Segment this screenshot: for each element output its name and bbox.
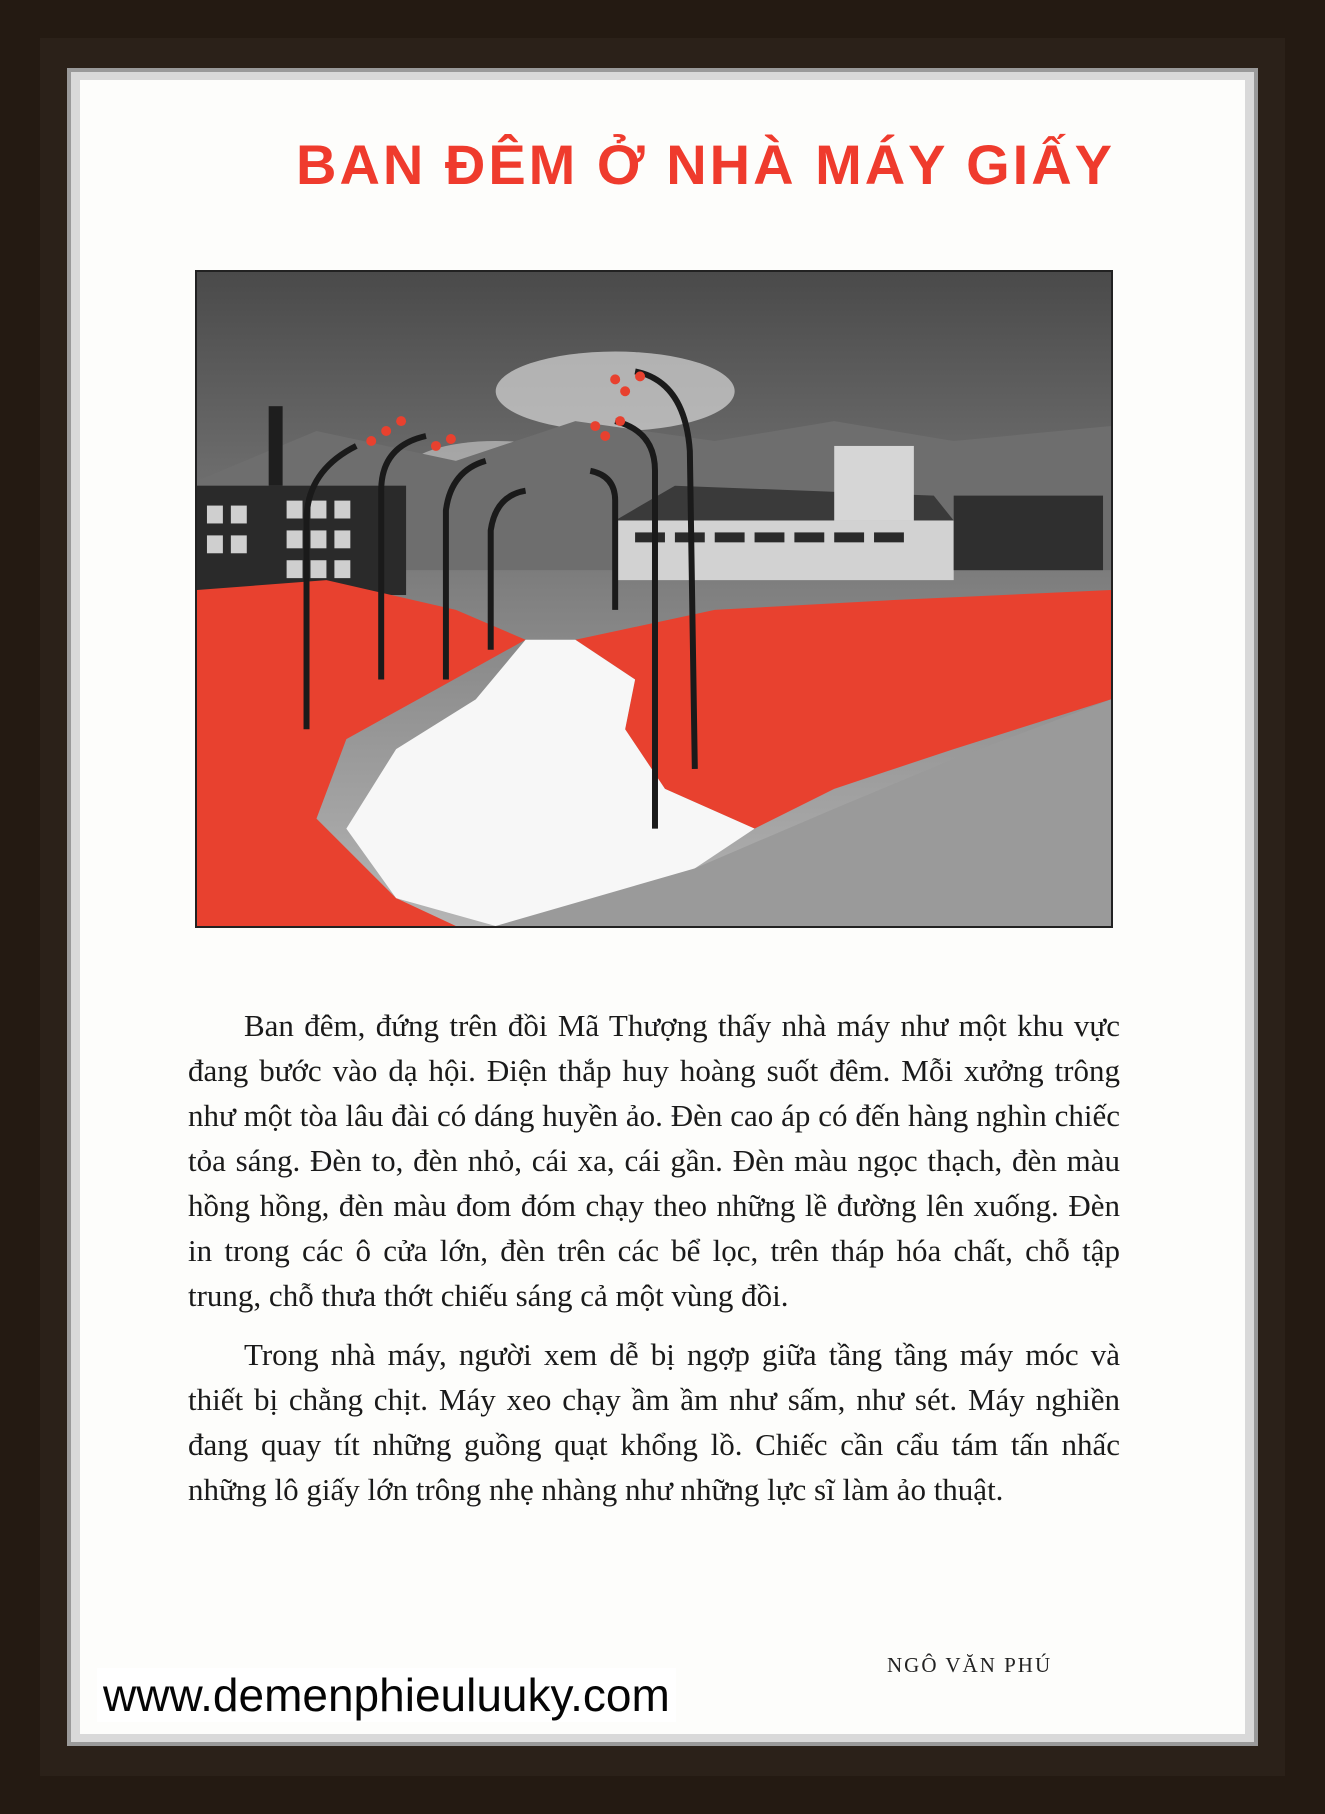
author-name: NGÔ VĂN PHÚ [887, 1653, 1053, 1677]
tower-building [834, 446, 914, 521]
website-watermark: www.demenphieuluuky.com [97, 1668, 676, 1722]
cloud [496, 352, 735, 432]
book-page [80, 80, 1245, 1734]
story-text [188, 1003, 1120, 1526]
far-right-building [954, 496, 1103, 571]
right-hall [615, 520, 954, 580]
paragraph: Ban đêm, đứng trên đồi Mã Thượng thấy nhà máy như một khu vực đang bước vào dạ hội. Điện thắp huy hoàng suốt đêm. Mỗi xưởng trông như một tòa lâu đài có dáng huyền ảo. Đèn cao áp có đến hàng nghìn chiếc tỏa sáng. Đèn to, đèn nhỏ, cái xa, cái gần. Đèn màu ngọc thạch, đèn màu hồng hồng, đèn màu đom đóm chạy theo những lề đường lên xuống. Đèn in trong các ô cửa lớn, đèn trên các bể lọc, trên tháp hóa chất, chỗ tập trung, chỗ thưa thớt chiếu sáng cả một vùng đồi. [188, 1008, 1120, 1313]
paragraph: Trong nhà máy, người xem dễ bị ngợp giữa tầng tầng máy móc và thiết bị chằng chịt. Máy xeo chạy ầm ầm như sấm, như sét. Máy nghiền đang quay tít những guồng quạt khổng lồ. Chiếc cần cẩu tám tấn nhấc những lô giấy lớn trông nhẹ nhàng như những lực sĩ làm ảo thuật. [188, 1337, 1120, 1507]
chimney [269, 406, 283, 486]
factory-night-drawing [197, 272, 1111, 926]
right-hall-windows [635, 532, 904, 542]
page-title: BAN ĐÊM Ở NHÀ MÁY GIẤY [296, 133, 1115, 196]
factory-illustration [195, 270, 1113, 928]
